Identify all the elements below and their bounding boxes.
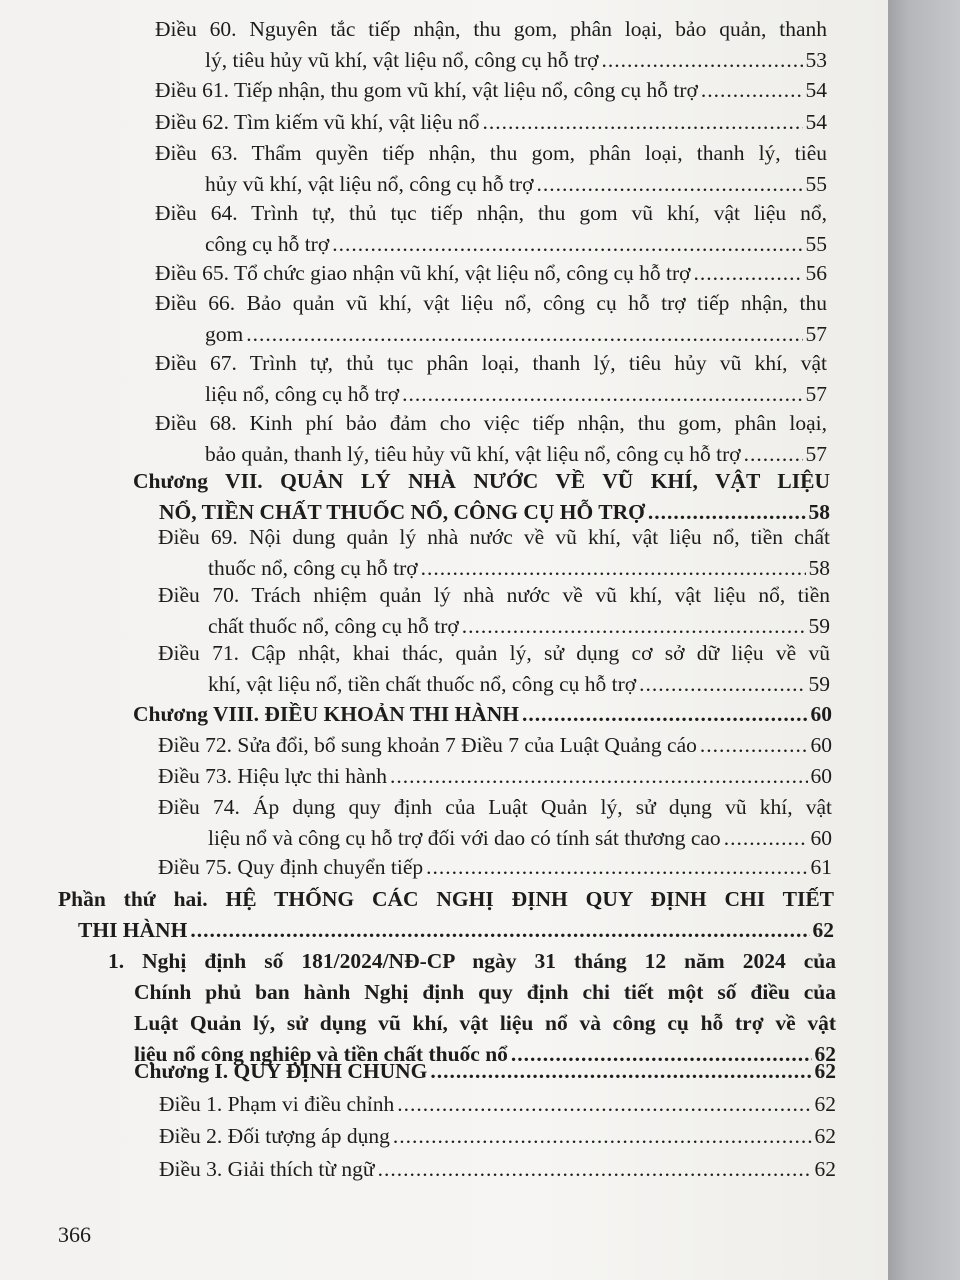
page-edge — [888, 0, 960, 1280]
leader-dots — [190, 915, 809, 946]
toc-line: Chương I. QUY ĐỊNH CHUNG — [134, 1059, 428, 1083]
toc-line: Điều 66. Bảo quản vũ khí, vật liệu nổ, công cụ hỗ trợ tiếp nhận, thu — [155, 291, 827, 315]
toc-entry-dieu-75 — [158, 852, 832, 883]
leader-dots — [246, 319, 802, 350]
toc-entry-dieu-68 — [155, 408, 827, 470]
toc-page-number: 60 — [810, 702, 832, 726]
toc-entry-dieu-65 — [155, 258, 827, 289]
leader-dots — [402, 379, 802, 410]
toc-entry-dieu-73 — [158, 761, 832, 792]
leader-dots — [393, 1121, 812, 1152]
toc-line: Điều 65. Tổ chức giao nhận vũ khí, vật liệu nổ, công cụ hỗ trợ — [155, 261, 691, 285]
toc-line: NỔ, TIỀN CHẤT THUỐC NỔ, CÔNG CỤ HỖ TRỢ — [159, 500, 645, 524]
leader-dots — [426, 852, 807, 883]
toc-part-2 — [58, 884, 834, 946]
toc-page-number: 56 — [805, 261, 827, 285]
toc-page-number: 53 — [805, 48, 827, 72]
page-number: 366 — [58, 1222, 91, 1247]
toc-entry-dieu-66 — [155, 288, 827, 350]
toc-page-number: 61 — [810, 855, 832, 879]
toc-page-number: 54 — [805, 110, 827, 134]
toc-line: Điều 72. Sửa đổi, bổ sung khoản 7 Điều 7 của Luật Quảng cáo — [158, 733, 697, 757]
toc-line: Điều 67. Trình tự, thủ tục phân loại, thanh lý, tiêu hủy vũ khí, vật — [155, 351, 827, 375]
toc-line: Điều 73. Hiệu lực thi hành — [158, 764, 387, 788]
toc-line: Chương VIII. ĐIỀU KHOẢN THI HÀNH — [133, 702, 520, 726]
toc-line: Luật Quản lý, sử dụng vũ khí, vật liệu nổ và công cụ hỗ trợ về vật — [134, 1011, 836, 1035]
toc-line: Chính phủ ban hành Nghị định quy định chi tiết một số điều của — [134, 980, 836, 1004]
toc-line: Điều 1. Phạm vi điều chỉnh — [159, 1092, 395, 1116]
toc-page-number: 62 — [814, 1124, 836, 1148]
leader-dots — [639, 669, 805, 700]
toc-chapter-8 — [133, 699, 832, 730]
toc-line: chất thuốc nổ, công cụ hỗ trợ — [208, 614, 459, 638]
leader-dots — [602, 45, 803, 76]
toc-line: THI HÀNH — [78, 918, 188, 942]
toc-decree-181 — [108, 946, 836, 1070]
leader-dots — [390, 761, 808, 792]
toc-page-number: 57 — [805, 382, 827, 406]
toc-line: Điều 2. Đối tượng áp dụng — [159, 1124, 390, 1148]
toc-line: liệu nổ công nghiệp và tiền chất thuốc nổ — [134, 1042, 508, 1066]
toc-entry-dieu-74 — [158, 792, 832, 854]
toc-page-number: 62 — [812, 918, 834, 942]
toc-line: Điều 64. Trình tự, thủ tục tiếp nhận, thu gom vũ khí, vật liệu nổ, — [155, 201, 827, 225]
toc-entry-dieu-62 — [155, 107, 827, 138]
toc-line: liệu nổ, công cụ hỗ trợ — [205, 382, 400, 406]
toc-chapter-1 — [134, 1056, 836, 1087]
leader-dots — [700, 730, 808, 761]
toc-entry-dieu-71 — [158, 638, 830, 700]
toc-page-number: 62 — [814, 1059, 836, 1083]
toc-page-number: 62 — [814, 1092, 836, 1116]
leader-dots — [536, 169, 802, 200]
toc-line: Chương VII. QUẢN LÝ NHÀ NƯỚC VỀ VŨ KHÍ, VẬT LIỆU — [133, 469, 830, 493]
toc-line: hủy vũ khí, vật liệu nổ, công cụ hỗ trợ — [205, 172, 534, 196]
toc-entry-dieu-3 — [159, 1154, 836, 1185]
toc-line: thuốc nổ, công cụ hỗ trợ — [208, 556, 418, 580]
toc-entry-dieu-64 — [155, 198, 827, 260]
toc-page-number: 54 — [805, 78, 827, 102]
toc-entry-dieu-70 — [158, 580, 830, 642]
toc-line: công cụ hỗ trợ — [205, 232, 330, 256]
leader-dots — [332, 229, 802, 260]
toc-line: Điều 3. Giải thích từ ngữ — [159, 1157, 375, 1181]
toc-entry-dieu-2 — [159, 1121, 836, 1152]
toc-page-number: 55 — [805, 172, 827, 196]
toc-line: lý, tiêu hủy vũ khí, vật liệu nổ, công cụ hỗ trợ — [205, 48, 599, 72]
toc-line: Điều 71. Cập nhật, khai thác, quản lý, sử dụng cơ sở dữ liệu về vũ — [158, 641, 830, 665]
toc-line: Điều 74. Áp dụng quy định của Luật Quản lý, sử dụng vũ khí, vật — [158, 795, 832, 819]
toc-line: Phần thứ hai. HỆ THỐNG CÁC NGHỊ ĐỊNH QUY ĐỊNH CHI TIẾT — [58, 887, 834, 911]
leader-dots — [482, 107, 802, 138]
toc-entry-dieu-1 — [159, 1089, 836, 1120]
toc-page-number: 62 — [814, 1042, 836, 1066]
leader-dots — [694, 258, 803, 289]
toc-line: Điều 61. Tiếp nhận, thu gom vũ khí, vật liệu nổ, công cụ hỗ trợ — [155, 78, 698, 102]
toc-page-number: 58 — [808, 500, 830, 524]
toc-line: bảo quản, thanh lý, tiêu hủy vũ khí, vật liệu nổ, công cụ hỗ trợ — [205, 442, 741, 466]
toc-line: Điều 69. Nội dung quản lý nhà nước về vũ khí, vật liệu nổ, tiền chất — [158, 525, 830, 549]
toc-line: Điều 63. Thẩm quyền tiếp nhận, thu gom, phân loại, thanh lý, tiêu — [155, 141, 827, 165]
toc-line: Điều 60. Nguyên tắc tiếp nhận, thu gom, phân loại, bảo quản, thanh — [155, 17, 827, 41]
toc-entry-dieu-67 — [155, 348, 827, 410]
toc-line: gom — [205, 322, 244, 346]
toc-page-number: 57 — [805, 442, 827, 466]
toc-chapter-7 — [133, 466, 830, 528]
toc-line: liệu nổ và công cụ hỗ trợ đối với dao có tính sát thương cao — [208, 826, 721, 850]
leader-dots — [378, 1154, 812, 1185]
toc-entry-dieu-63 — [155, 138, 827, 200]
toc-page-number: 59 — [808, 614, 830, 638]
leader-dots — [522, 699, 807, 730]
toc-line: Điều 62. Tìm kiếm vũ khí, vật liệu nổ — [155, 110, 480, 134]
toc-entry-dieu-69 — [158, 522, 830, 584]
toc-entry-dieu-61 — [155, 75, 827, 106]
toc-line: khí, vật liệu nổ, tiền chất thuốc nổ, công cụ hỗ trợ — [208, 672, 637, 696]
toc-page-number: 55 — [805, 232, 827, 256]
toc-page-number: 59 — [808, 672, 830, 696]
toc-line: Điều 75. Quy định chuyển tiếp — [158, 855, 424, 879]
toc-page-number: 58 — [808, 556, 830, 580]
toc-page-number: 60 — [810, 826, 832, 850]
leader-dots — [430, 1056, 811, 1087]
leader-dots — [397, 1089, 811, 1120]
leader-dots — [701, 75, 803, 106]
toc-line: Điều 70. Trách nhiệm quản lý nhà nước về vũ khí, vật liệu nổ, tiền — [158, 583, 830, 607]
toc-entry-dieu-60 — [155, 14, 827, 76]
toc-page-number: 62 — [814, 1157, 836, 1181]
toc-page-number: 57 — [805, 322, 827, 346]
toc-page-number: 60 — [810, 733, 832, 757]
toc-line: 1. Nghị định số 181/2024/NĐ-CP ngày 31 tháng 12 năm 2024 của — [108, 949, 836, 973]
toc-entry-dieu-72 — [158, 730, 832, 761]
toc-page-number: 60 — [810, 764, 832, 788]
toc-line: Điều 68. Kinh phí bảo đảm cho việc tiếp nhận, thu gom, phân loại, — [155, 411, 827, 435]
leader-dots — [724, 823, 808, 854]
